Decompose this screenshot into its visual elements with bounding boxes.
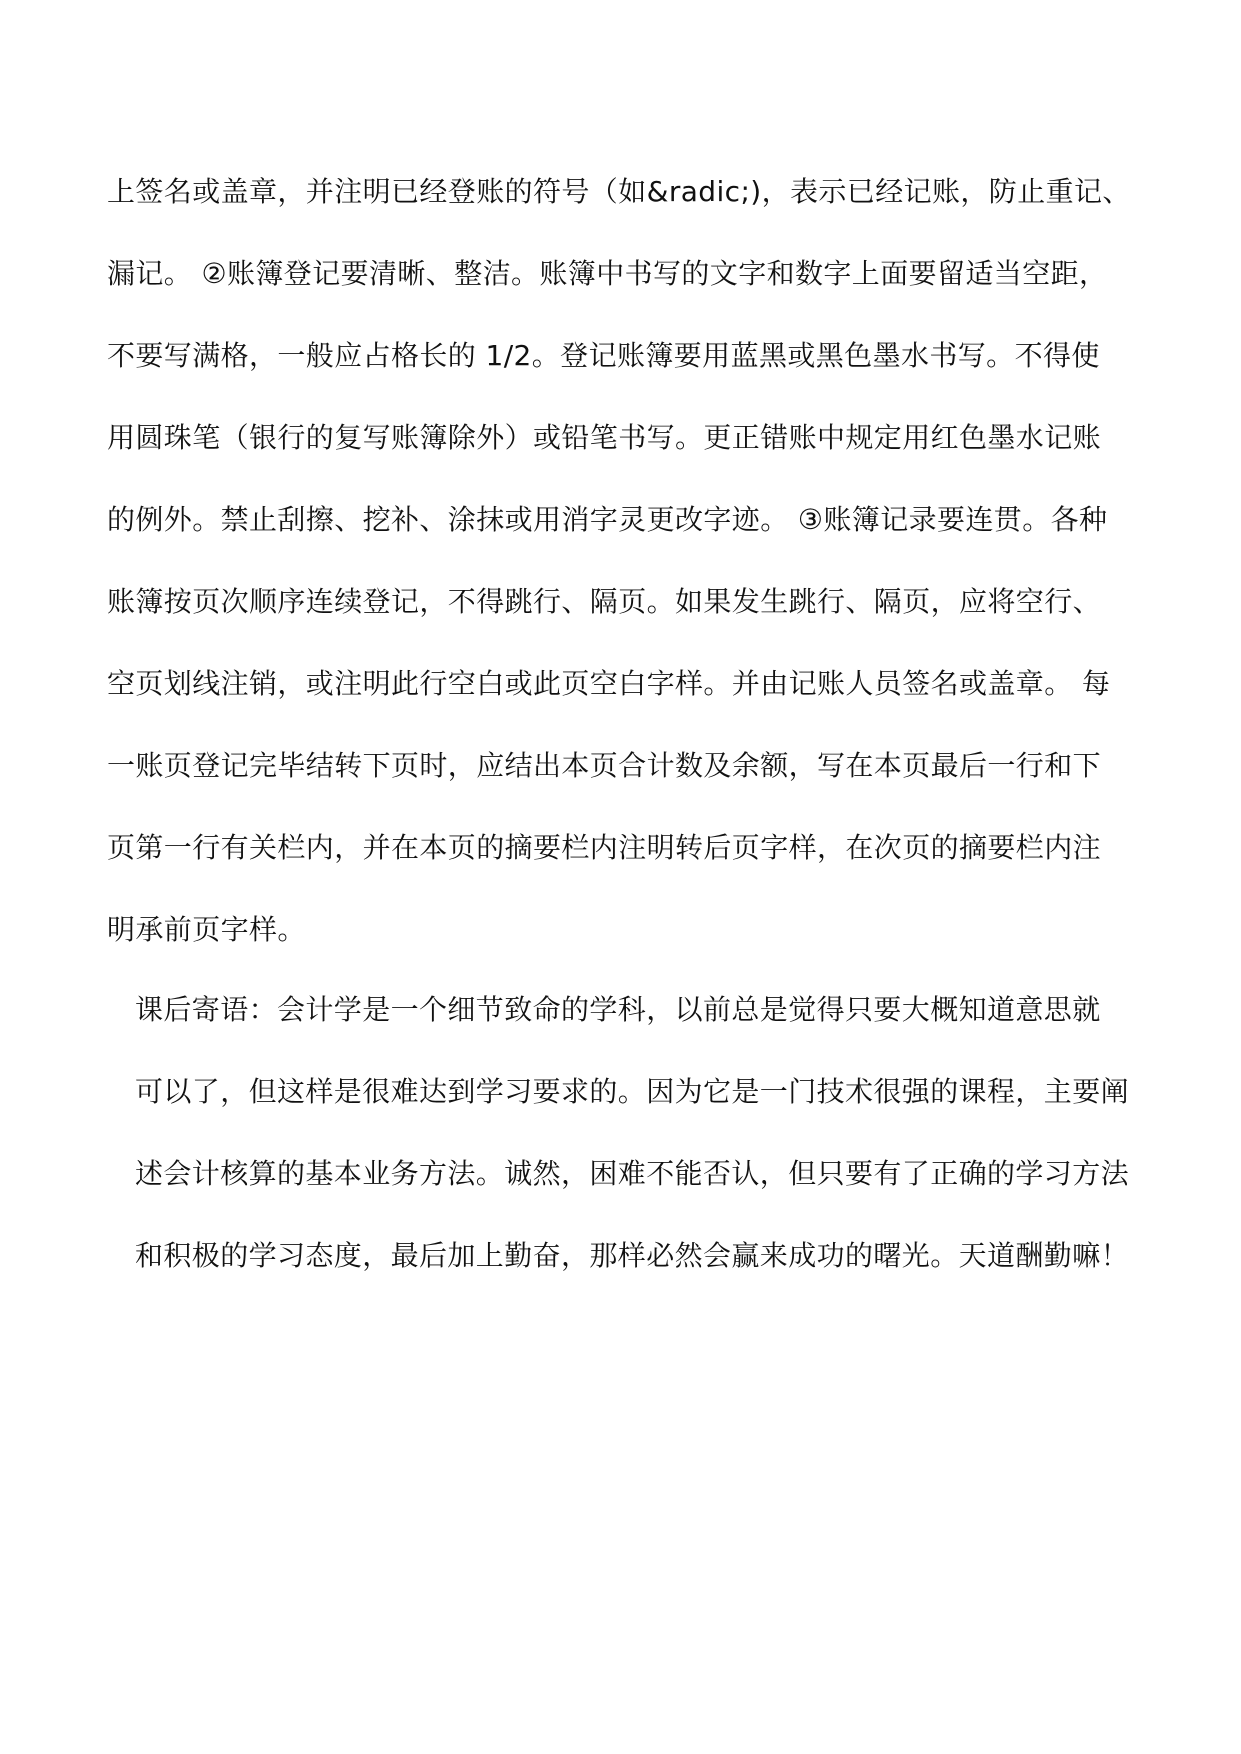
text-line: 述会计核算的基本业务方法。诚然，困难不能否认，但只要有了正确的学习方法 xyxy=(135,1157,1130,1190)
text-line: 可以了，但这样是很难达到学习要求的。因为它是一门技术很强的课程，主要阐 xyxy=(135,1075,1130,1108)
text-line: 空页划线注销，或注明此行空白或此页空白字样。并由记账人员签名或盖章。 每 xyxy=(107,667,1111,700)
paragraph-ledger-rules xyxy=(107,151,1147,971)
text-line: 用圆珠笔（银行的复写账簿除外）或铅笔书写。更正错账中规定用红色墨水记账 xyxy=(107,421,1102,454)
text-line: 和积极的学习态度，最后加上勤奋，那样必然会赢来成功的曙光。天道酬勤嘛！ xyxy=(135,1239,1130,1272)
text-line: 课后寄语：会计学是一个细节致命的学科，以前总是觉得只要大概知道意思就 xyxy=(135,993,1101,1026)
text-line: 页第一行有关栏内，并在本页的摘要栏内注明转后页字样，在次页的摘要栏内注 xyxy=(107,831,1102,864)
text-line: 不要写满格，一般应占格长的 1/2。登记账簿要用蓝黑或黑色墨水书写。不得使 xyxy=(107,339,1100,372)
paragraph-afterword xyxy=(107,969,1147,1297)
text-line: 账簿按页次顺序连续登记，不得跳行、隔页。如果发生跳行、隔页，应将空行、 xyxy=(107,585,1102,618)
text-line: 一账页登记完毕结转下页时，应结出本页合计数及余额，写在本页最后一行和下 xyxy=(107,749,1102,782)
text-line: 漏记。 ②账簿登记要清晰、整洁。账簿中书写的文字和数字上面要留适当空距， xyxy=(107,257,1108,290)
text-line: 的例外。禁止刮擦、挖补、涂抹或用消字灵更改字迹。 ③账簿记录要连贯。各种 xyxy=(107,503,1108,536)
text-line: 上签名或盖章，并注明已经登账的符号（如&radic;)，表示已经记账，防止重记、 xyxy=(107,175,1131,208)
text-line: 明承前页字样。 xyxy=(107,913,306,946)
